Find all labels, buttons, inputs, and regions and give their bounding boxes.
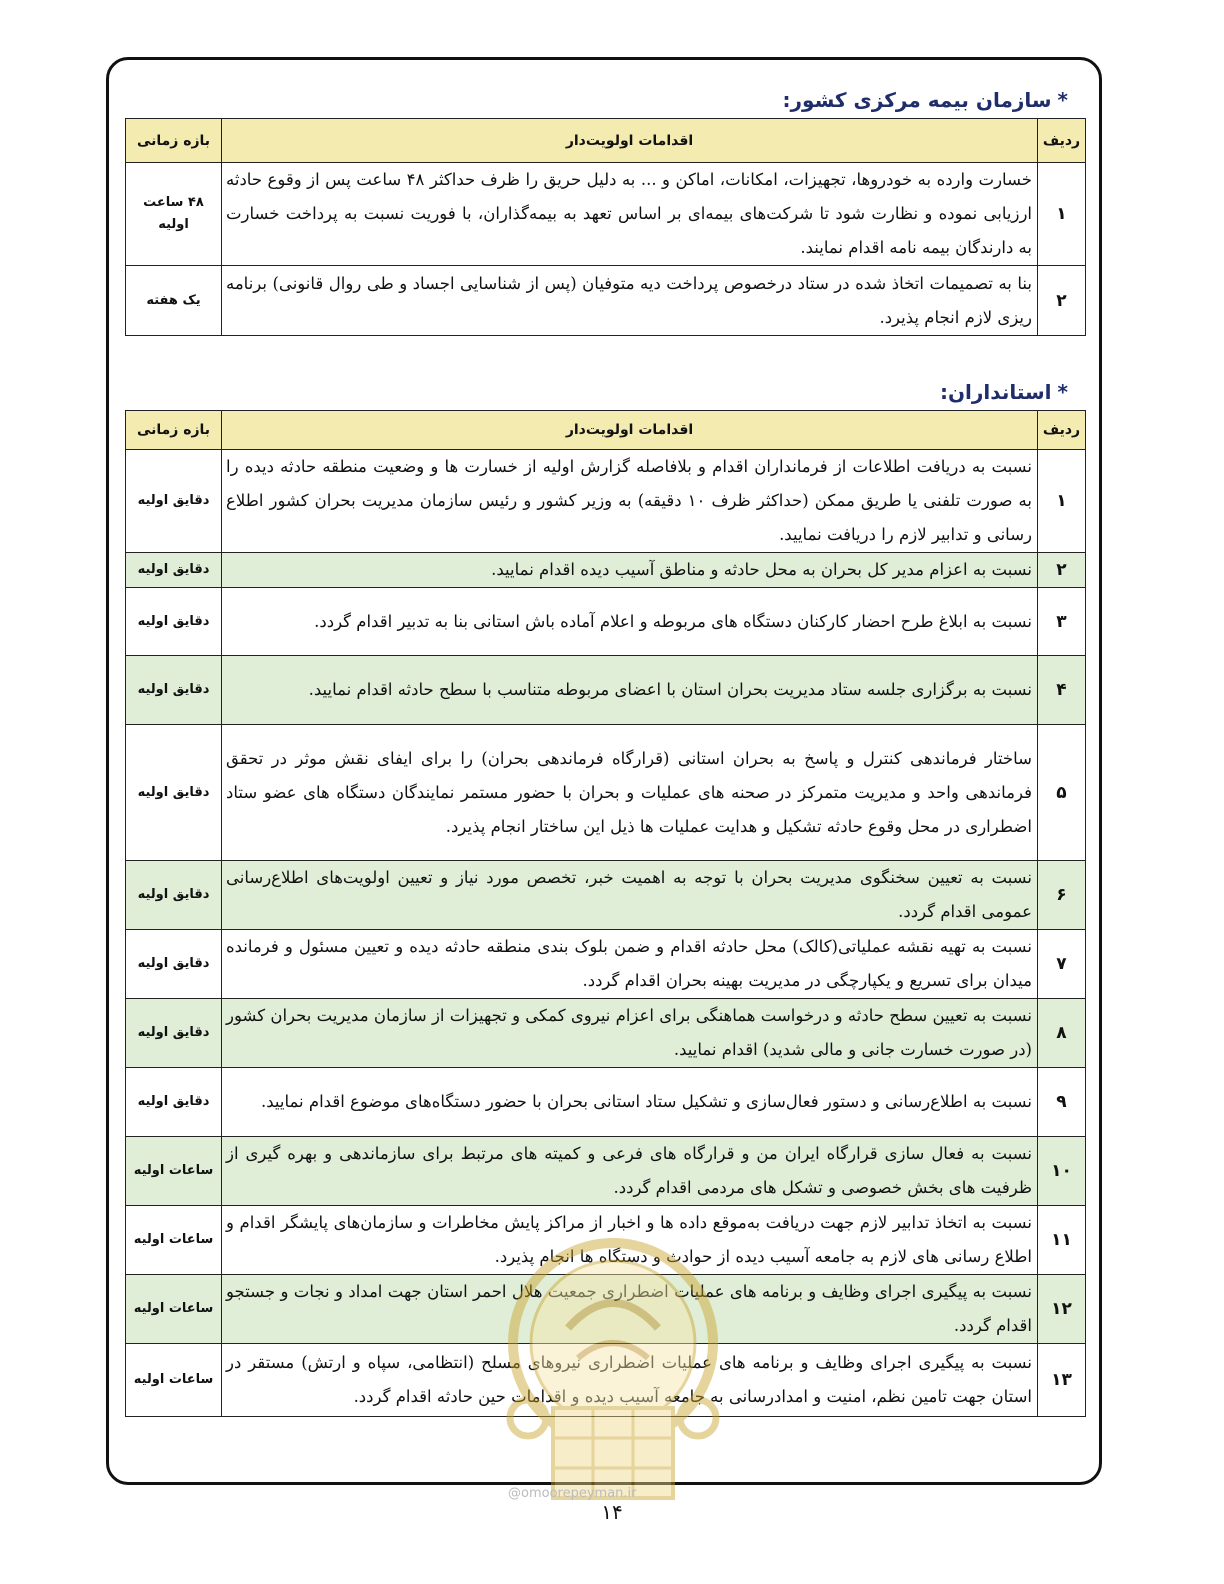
table-row <box>126 1344 1086 1417</box>
row-timeframe: ساعات اولیه <box>126 1275 222 1344</box>
row-number: ۵ <box>1038 725 1086 861</box>
row-action: نسبت به برگزاری جلسه ستاد مدیریت بحران استان با اعضای مربوطه متناسب با سطح حادثه اقدام نمایید. <box>222 656 1038 725</box>
row-timeframe: ساعات اولیه <box>126 1206 222 1275</box>
row-number: ۲ <box>1038 553 1086 588</box>
row-action: نسبت به فعال سازی قرارگاه ایران من و قرارگاه های فرعی و کمیته های مرتبط برای سازماندهی و بهره گیری از ظرفیت های بخش خصوصی و تشکل های مردمی اقدام گردد. <box>222 1137 1038 1206</box>
row-number: ۹ <box>1038 1068 1086 1137</box>
row-number: ۸ <box>1038 999 1086 1068</box>
row-number: ۷ <box>1038 930 1086 999</box>
row-action: بنا به تصمیمات اتخاذ شده در ستاد درخصوص پرداخت دیه متوفیان (پس از شناسایی اجساد و طی روال قانونی) برنامه ریزی لازم انجام پذیرد. <box>222 266 1038 336</box>
row-number: ۱۲ <box>1038 1275 1086 1344</box>
page-number: ۱۴ <box>601 1500 623 1524</box>
table-row <box>126 1068 1086 1137</box>
row-number: ۱۳ <box>1038 1344 1086 1417</box>
row-action: نسبت به پیگیری اجرای وظایف و برنامه های عملیات اضطراری نیروهای مسلح (انتظامی، سپاه و ارتش) مستقر در استان جهت تامین نظم، امنیت و امدادرسانی به جامعه آسیب دیده و اقدامات حین حادثه اقدام گردد. <box>222 1344 1038 1417</box>
asterisk-icon: * <box>1057 88 1068 112</box>
header-row-number: ردیف <box>1038 411 1086 450</box>
table-row <box>126 450 1086 553</box>
row-timeframe: دقایق اولیه <box>126 999 222 1068</box>
header-actions: اقدامات اولویت‌دار <box>222 119 1038 163</box>
row-timeframe: ۴۸ ساعت اولیه <box>126 163 222 266</box>
row-number: ۱۰ <box>1038 1137 1086 1206</box>
row-action: نسبت به اتخاذ تدابیر لازم جهت دریافت به‌موقع داده ها و اخبار از مراکز پایش مخاطرات و سازمان‌های پایشگر اقدام و اطلاع رسانی های لازم به جامعه آسیب دیده از حوادث و دستگاه ها انجام پذیرد. <box>222 1206 1038 1275</box>
table-row <box>126 1206 1086 1275</box>
row-timeframe: دقایق اولیه <box>126 450 222 553</box>
table-header-row <box>126 411 1086 450</box>
header-timeframe: بازه زمانی <box>126 119 222 163</box>
section-title-insurance <box>783 88 1068 112</box>
header-timeframe: بازه زمانی <box>126 411 222 450</box>
row-number: ۱ <box>1038 163 1086 266</box>
row-timeframe: دقایق اولیه <box>126 553 222 588</box>
asterisk-icon: * <box>1057 380 1068 404</box>
governors-table <box>125 410 1086 1417</box>
row-action: نسبت به پیگیری اجرای وظایف و برنامه های عملیات اضطراری جمعیت هلال احمر استان جهت امداد و نجات و جستجو اقدام گردد. <box>222 1275 1038 1344</box>
row-number: ۴ <box>1038 656 1086 725</box>
row-timeframe: دقایق اولیه <box>126 930 222 999</box>
row-action: نسبت به تهیه نقشه عملیاتی(کالک) محل حادثه اقدام و ضمن بلوک بندی منطقه حادثه دیده و تعیین مسئول و فرمانده میدان برای تسریع و یکپارچگی در مدیریت بهینه بحران اقدام گردد. <box>222 930 1038 999</box>
table-row <box>126 163 1086 266</box>
table-row <box>126 930 1086 999</box>
table-row <box>126 1275 1086 1344</box>
row-action: نسبت به اطلاع‌رسانی و دستور فعال‌سازی و تشکیل ستاد استانی بحران با حضور دستگاه‌های موضوع اقدام نمایید. <box>222 1068 1038 1137</box>
row-timeframe: دقایق اولیه <box>126 656 222 725</box>
table-row <box>126 725 1086 861</box>
row-timeframe: ساعات اولیه <box>126 1344 222 1417</box>
row-number: ۲ <box>1038 266 1086 336</box>
row-action: نسبت به تعیین سطح حادثه و درخواست هماهنگی برای اعزام نیروی کمکی و تجهیزات از سازمان مدیریت بحران کشور (در صورت خسارت جانی و مالی شدید) اقدام نمایید. <box>222 999 1038 1068</box>
insurance-table <box>125 118 1086 336</box>
row-number: ۱ <box>1038 450 1086 553</box>
row-timeframe: دقایق اولیه <box>126 861 222 930</box>
row-timeframe: ساعات اولیه <box>126 1137 222 1206</box>
row-action: نسبت به دریافت اطلاعات از فرمانداران اقدام و بلافاصله گزارش اولیه از خسارت ها و وضعیت منطقه حادثه دیده را به صورت تلفنی یا طریق ممکن (حداکثر ظرف ۱۰ دقیقه) به وزیر کشور و رئیس سازمان مدیریت بحران کشور اطلاع رسانی و تدابیر لازم را دریافت نمایید. <box>222 450 1038 553</box>
row-timeframe: دقایق اولیه <box>126 588 222 656</box>
row-timeframe: یک هفته <box>126 266 222 336</box>
row-timeframe: دقایق اولیه <box>126 725 222 861</box>
table-row <box>126 656 1086 725</box>
table-row <box>126 1137 1086 1206</box>
section-title-governors <box>940 380 1068 404</box>
table-row <box>126 553 1086 588</box>
table-row <box>126 588 1086 656</box>
row-number: ۱۱ <box>1038 1206 1086 1275</box>
section-title-text: سازمان بیمه مرکزی کشور: <box>782 88 1052 112</box>
row-action: نسبت به ابلاغ طرح احضار کارکنان دستگاه های مربوطه و اعلام آماده باش استانی بنا به تدبیر اقدام گردد. <box>222 588 1038 656</box>
header-row-number: ردیف <box>1038 119 1086 163</box>
table-row <box>126 999 1086 1068</box>
table-row <box>126 266 1086 336</box>
row-timeframe: دقایق اولیه <box>126 1068 222 1137</box>
row-action: نسبت به تعیین سخنگوی مدیریت بحران با توجه به اهمیت خبر، تخصص مورد نیاز و تعیین اولویت‌های اطلاع‌رسانی عمومی اقدام گردد. <box>222 861 1038 930</box>
table-header-row <box>126 119 1086 163</box>
header-actions: اقدامات اولویت‌دار <box>222 411 1038 450</box>
row-action: نسبت به اعزام مدیر کل بحران به محل حادثه و مناطق آسیب دیده اقدام نمایید. <box>222 553 1038 588</box>
row-number: ۶ <box>1038 861 1086 930</box>
section-title-text: استانداران: <box>939 380 1052 404</box>
table-row <box>126 861 1086 930</box>
row-action: خسارت وارده به خودروها، تجهیزات، امکانات، اماکن و ... به دلیل حریق را ظرف حداکثر ۴۸ ساعت پس از وقوع حادثه ارزیابی نموده و نظارت شود تا شرکت‌های بیمه‌ای بر اساس تعهد به بیمه‌گذاران، با فوریت نسبت به پرداخت خسارت به دارندگان بیمه نامه اقدام نمایند. <box>222 163 1038 266</box>
row-number: ۳ <box>1038 588 1086 656</box>
row-action: ساختار فرماندهی کنترل و پاسخ به بحران استانی (قرارگاه فرماندهی بحران) را برای ایفای نقش موثر در تحقق فرماندهی واحد و مدیریت متمرکز در صحنه های عملیات و بحران با حضور مستمر نمایندگان دستگاه های عضو ستاد اضطراری در محل وقوع حادثه تشکیل و هدایت عملیات ها ذیل این ساختار انجام پذیرد. <box>222 725 1038 861</box>
watermark-url: @omoorepeyman.ir <box>508 1486 637 1501</box>
